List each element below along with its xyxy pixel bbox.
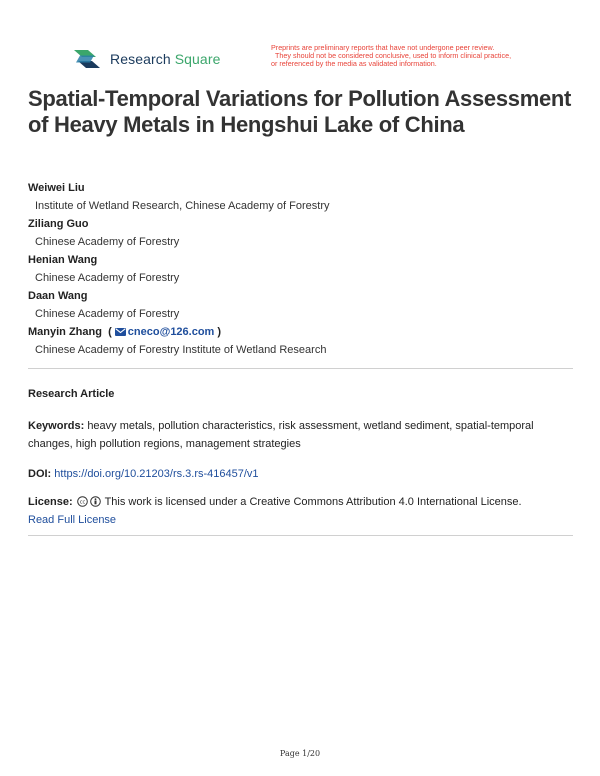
license-text: This work is licensed under a Creative Commons Attribution 4.0 International License. xyxy=(104,496,522,508)
article-type: Research Article xyxy=(28,388,115,400)
divider xyxy=(28,535,573,536)
read-license-link[interactable]: Read Full License xyxy=(28,514,117,526)
paper-title: Spatial-Temporal Variations for Pollution Assessment of Heavy Metals in Hengshui Lake of China xyxy=(28,86,572,137)
disclaimer-line: or referenced by the media as validated information. xyxy=(271,59,437,68)
author-name: Manyin Zhang xyxy=(28,326,102,338)
corresponding-author: Manyin Zhang ( cneco@126.com ) xyxy=(28,326,222,338)
author-name: Henian Wang xyxy=(28,254,98,266)
author-list xyxy=(28,179,573,359)
keywords-text: heavy metals, pollution characteristics, risk assessment, wetland sediment, spatial-temporal changes, high pollution regions, management strategies xyxy=(28,420,534,450)
divider xyxy=(28,368,573,369)
author-affiliation: Chinese Academy of Forestry xyxy=(35,272,180,284)
author-name: Ziliang Guo xyxy=(28,218,89,230)
research-square-logo[interactable] xyxy=(74,46,220,72)
license-label: License: xyxy=(28,496,73,508)
author-affiliation: Institute of Wetland Research, Chinese Academy of Forestry xyxy=(35,200,330,212)
doi-link[interactable]: https://doi.org/10.21203/rs.3.rs-416457/v1 xyxy=(54,468,259,480)
attribution-icon xyxy=(90,496,101,507)
license xyxy=(28,493,573,529)
mail-icon xyxy=(115,328,126,336)
author-email-link[interactable]: cneco@126.com xyxy=(115,326,215,338)
disclaimer-line: They should not be considered conclusive, used to inform clinical practice, xyxy=(275,51,512,60)
keywords-label: Keywords: xyxy=(28,420,85,432)
author-name: Weiwei Liu xyxy=(28,182,85,194)
author-affiliation: Chinese Academy of Forestry Institute of Wetland Research xyxy=(35,344,327,356)
disclaimer-line: Preprints are preliminary reports that have not undergone peer review. xyxy=(271,43,495,52)
svg-text:cc: cc xyxy=(79,499,85,506)
research-square-logo-icon xyxy=(74,48,102,70)
doi xyxy=(28,465,259,483)
author-name: Daan Wang xyxy=(28,290,88,302)
author-affiliation: Chinese Academy of Forestry xyxy=(35,236,180,248)
creative-commons-icon xyxy=(77,496,88,507)
preprint-disclaimer xyxy=(271,44,561,68)
page-number: Page 1/20 xyxy=(279,749,321,758)
doi-label: DOI: xyxy=(28,468,52,480)
keywords xyxy=(28,417,573,453)
author-affiliation: Chinese Academy of Forestry xyxy=(35,308,180,320)
logo-text: Research Square xyxy=(110,51,221,67)
